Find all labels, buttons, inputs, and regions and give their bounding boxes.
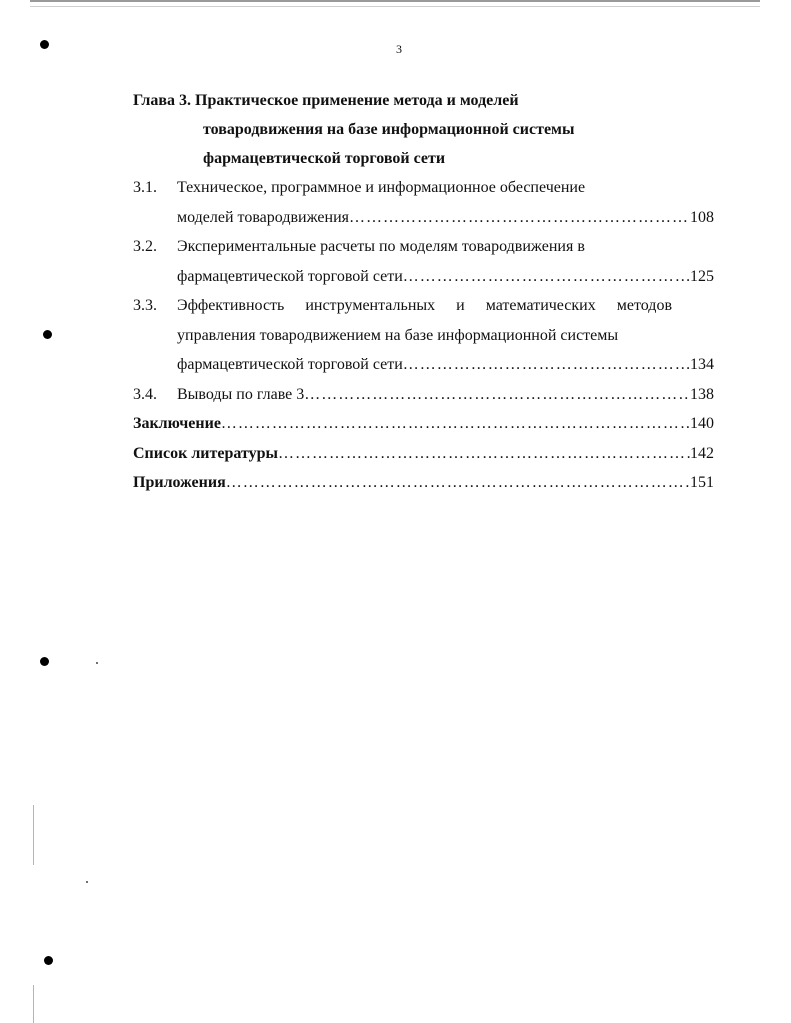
section-number: 3.2. [133,238,157,255]
scan-speck [96,662,98,664]
page-number: 3 [396,42,402,56]
section-title: фармацевтической торговой сети [177,267,403,285]
chapter-heading [133,86,714,173]
section-title: фармацевтической торговой сети [177,356,403,373]
scan-speck [86,881,88,883]
chapter-title-line: Глава 3. Практическое применение метода и моделей [133,92,519,109]
section-number: 3.3. [133,297,157,314]
section-number: 3.4. [133,385,157,403]
back-matter-title: Приложения [133,474,226,491]
toc-entry-references[interactable] [133,439,714,469]
section-title-word: математических [485,297,596,314]
toc-entry-appendices[interactable] [133,468,714,498]
back-matter-title: Заключение [133,415,221,432]
chapter-title-line: фармацевтической торговой сети [203,150,446,167]
section-title: Выводы по главе 3 [177,385,305,403]
dot-leader [278,439,690,469]
punch-hole-mark [44,956,53,965]
back-matter-title: Список литературы [133,444,278,462]
section-title: Техническое, программное и информационное обеспечение [177,179,586,196]
toc-entry[interactable] [133,232,714,291]
toc-entry[interactable] [133,380,714,410]
chapter-title-line: товародвижения на базе информационной системы [203,121,575,138]
table-of-contents [133,86,714,498]
dot-leader [226,468,690,498]
page-ref: 138 [690,385,714,403]
section-title-word: инструментальных [305,297,436,314]
section-title: моделей товародвижения [177,208,350,226]
section-title-word: Эффективность [177,297,285,314]
punch-hole-mark [40,40,49,49]
page-ref: 142 [690,444,714,462]
punch-hole-mark [43,330,52,339]
section-title-word: и [456,297,465,314]
page-ref: 151 [690,474,714,491]
dot-leader [304,380,690,410]
dot-leader [221,409,690,439]
punch-hole-mark [40,657,49,666]
scan-edge-mark [33,985,34,1023]
section-title-word: методов [616,297,672,314]
toc-entry-conclusion[interactable] [133,409,714,439]
section-title [177,291,714,321]
page-ref: 108 [690,208,714,226]
scan-edge-mark [33,805,34,865]
page-ref: 125 [690,267,714,285]
section-title: управления товародвижением на базе информационной системы [177,326,619,344]
section-number: 3.1. [133,179,157,196]
page-ref: 134 [690,356,714,373]
dot-leader [403,350,690,380]
toc-entry[interactable] [133,173,714,232]
scan-edge-line [30,6,760,7]
page-ref: 140 [690,415,714,432]
toc-entry[interactable] [133,291,714,380]
section-title: Экспериментальные расчеты по моделям товародвижения в [177,238,585,255]
dot-leader [349,203,690,233]
dot-leader [403,262,690,292]
scan-edge-line [30,0,760,2]
